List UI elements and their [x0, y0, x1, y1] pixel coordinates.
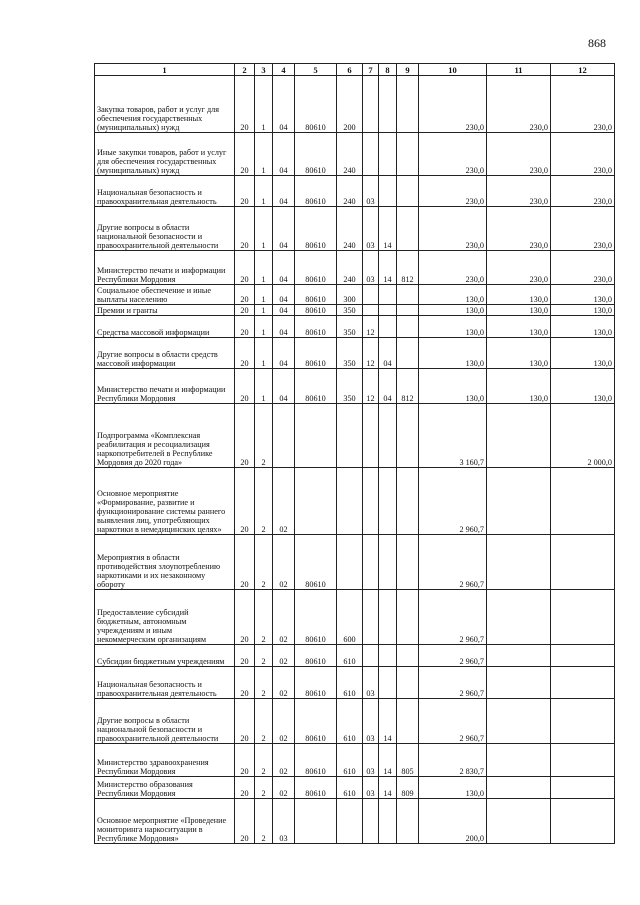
code-cell-9: 812 [397, 369, 419, 404]
code-cell-6: 610 [337, 744, 363, 777]
code-cell-3: 1 [255, 305, 273, 316]
code-cell-8: 14 [379, 207, 397, 251]
code-cell-4: 04 [273, 369, 295, 404]
code-cell-8: 14 [379, 699, 397, 744]
amount-cell-11: 230,0 [487, 133, 551, 176]
amount-cell-10: 2 960,7 [419, 468, 487, 535]
code-cell-7 [363, 590, 379, 645]
code-cell-6: 240 [337, 133, 363, 176]
row-label: Мероприятия в области противодействия злоупотреблению наркотиками и их незаконному обороту [95, 535, 235, 590]
code-cell-9: 809 [397, 777, 419, 799]
code-cell-6: 240 [337, 251, 363, 285]
code-cell-2: 20 [235, 176, 255, 207]
amount-cell-12: 130,0 [551, 305, 615, 316]
code-cell-4: 04 [273, 176, 295, 207]
code-cell-9 [397, 535, 419, 590]
row-label: Средства массовой информации [95, 316, 235, 338]
code-cell-8 [379, 285, 397, 305]
code-cell-7: 12 [363, 316, 379, 338]
code-cell-5: 80610 [295, 535, 337, 590]
code-cell-9 [397, 667, 419, 699]
table-row [95, 799, 615, 844]
amount-cell-11: 130,0 [487, 316, 551, 338]
code-cell-5: 80610 [295, 338, 337, 369]
code-cell-8 [379, 799, 397, 844]
code-cell-2: 20 [235, 305, 255, 316]
row-label: Социальное обеспечение и иные выплаты населению [95, 285, 235, 305]
code-cell-5: 80610 [295, 133, 337, 176]
code-cell-9 [397, 133, 419, 176]
code-cell-6 [337, 799, 363, 844]
code-cell-5: 80610 [295, 369, 337, 404]
code-cell-8: 14 [379, 777, 397, 799]
row-label: Субсидии бюджетным учреждениям [95, 645, 235, 667]
code-cell-6: 600 [337, 590, 363, 645]
code-cell-2: 20 [235, 76, 255, 133]
code-cell-2: 20 [235, 338, 255, 369]
code-cell-2: 20 [235, 133, 255, 176]
amount-cell-12: 130,0 [551, 338, 615, 369]
column-header-3: 3 [255, 64, 273, 76]
code-cell-6: 350 [337, 305, 363, 316]
code-cell-3: 2 [255, 699, 273, 744]
code-cell-5: 80610 [295, 251, 337, 285]
code-cell-3: 1 [255, 285, 273, 305]
code-cell-7: 03 [363, 176, 379, 207]
code-cell-6: 240 [337, 207, 363, 251]
amount-cell-12: 130,0 [551, 316, 615, 338]
table-row [95, 699, 615, 744]
code-cell-3: 1 [255, 251, 273, 285]
code-cell-8 [379, 667, 397, 699]
code-cell-5: 80610 [295, 316, 337, 338]
code-cell-4: 04 [273, 338, 295, 369]
row-label: Подпрограмма «Комплексная реабилитация и ресоциализация наркопотребителей в Республике Мордовия до 2020 года» [95, 404, 235, 468]
code-cell-2: 20 [235, 699, 255, 744]
code-cell-7: 03 [363, 251, 379, 285]
amount-cell-11: 230,0 [487, 176, 551, 207]
code-cell-4: 04 [273, 305, 295, 316]
code-cell-3: 1 [255, 133, 273, 176]
amount-cell-11: 130,0 [487, 305, 551, 316]
code-cell-6: 610 [337, 699, 363, 744]
table-row [95, 133, 615, 176]
code-cell-8: 14 [379, 744, 397, 777]
row-label: Другие вопросы в области национальной безопасности и правоохранительной деятельности [95, 699, 235, 744]
code-cell-3: 2 [255, 777, 273, 799]
code-cell-2: 20 [235, 251, 255, 285]
code-cell-5 [295, 404, 337, 468]
code-cell-2: 20 [235, 590, 255, 645]
table-row [95, 744, 615, 777]
row-label: Министерство печати и информации Республики Мордовия [95, 251, 235, 285]
code-cell-4: 03 [273, 799, 295, 844]
row-label: Иные закупки товаров, работ и услуг для обеспечения государственных (муниципальных) нужд [95, 133, 235, 176]
code-cell-8 [379, 468, 397, 535]
code-cell-8 [379, 590, 397, 645]
amount-cell-10: 2 830,7 [419, 744, 487, 777]
code-cell-5: 80610 [295, 777, 337, 799]
code-cell-9 [397, 176, 419, 207]
code-cell-9 [397, 76, 419, 133]
column-header-10: 10 [419, 64, 487, 76]
amount-cell-11: 130,0 [487, 338, 551, 369]
table-row [95, 207, 615, 251]
code-cell-4: 02 [273, 645, 295, 667]
code-cell-3: 1 [255, 207, 273, 251]
code-cell-6: 300 [337, 285, 363, 305]
code-cell-7 [363, 468, 379, 535]
code-cell-7 [363, 799, 379, 844]
code-cell-4: 02 [273, 744, 295, 777]
amount-cell-12: 230,0 [551, 176, 615, 207]
code-cell-6: 350 [337, 338, 363, 369]
row-label: Национальная безопасность и правоохранительная деятельность [95, 176, 235, 207]
code-cell-7: 12 [363, 338, 379, 369]
code-cell-3: 2 [255, 744, 273, 777]
code-cell-4: 04 [273, 285, 295, 305]
amount-cell-11 [487, 744, 551, 777]
table-row [95, 369, 615, 404]
row-label: Основное мероприятие «Формирование, развитие и функционирование системы раннего выявления лиц, употребляющих наркотики в немедицинских целях» [95, 468, 235, 535]
code-cell-9 [397, 207, 419, 251]
code-cell-6 [337, 468, 363, 535]
code-cell-7 [363, 645, 379, 667]
column-header-9: 9 [397, 64, 419, 76]
table-row [95, 590, 615, 645]
code-cell-6: 200 [337, 76, 363, 133]
code-cell-3: 1 [255, 338, 273, 369]
amount-cell-10: 130,0 [419, 285, 487, 305]
code-cell-5: 80610 [295, 667, 337, 699]
row-label: Основное мероприятие «Проведение мониторинга наркоситуации в Республике Мордовия» [95, 799, 235, 844]
amount-cell-12: 230,0 [551, 76, 615, 133]
amount-cell-12 [551, 535, 615, 590]
code-cell-8 [379, 316, 397, 338]
code-cell-7: 03 [363, 777, 379, 799]
code-cell-8 [379, 133, 397, 176]
code-cell-4: 04 [273, 316, 295, 338]
table-header-row [95, 64, 615, 76]
table-row [95, 645, 615, 667]
code-cell-3: 2 [255, 535, 273, 590]
code-cell-9: 805 [397, 744, 419, 777]
code-cell-7: 03 [363, 699, 379, 744]
code-cell-6: 240 [337, 176, 363, 207]
code-cell-6 [337, 535, 363, 590]
row-label: Другие вопросы в области средств массовой информации [95, 338, 235, 369]
code-cell-9: 812 [397, 251, 419, 285]
code-cell-3: 1 [255, 76, 273, 133]
code-cell-6: 610 [337, 777, 363, 799]
column-header-6: 6 [337, 64, 363, 76]
amount-cell-10: 130,0 [419, 305, 487, 316]
code-cell-4: 02 [273, 590, 295, 645]
amount-cell-10: 230,0 [419, 133, 487, 176]
amount-cell-10: 2 960,7 [419, 590, 487, 645]
amount-cell-10: 230,0 [419, 76, 487, 133]
row-label: Премии и гранты [95, 305, 235, 316]
table-row [95, 305, 615, 316]
amount-cell-12 [551, 699, 615, 744]
code-cell-7 [363, 404, 379, 468]
amount-cell-11 [487, 645, 551, 667]
code-cell-8 [379, 645, 397, 667]
code-cell-3: 1 [255, 369, 273, 404]
amount-cell-12: 130,0 [551, 285, 615, 305]
amount-cell-10: 2 960,7 [419, 645, 487, 667]
column-header-11: 11 [487, 64, 551, 76]
code-cell-7: 03 [363, 667, 379, 699]
amount-cell-11: 130,0 [487, 369, 551, 404]
table-row [95, 76, 615, 133]
code-cell-4: 02 [273, 699, 295, 744]
amount-cell-10: 130,0 [419, 316, 487, 338]
code-cell-5: 80610 [295, 645, 337, 667]
code-cell-9 [397, 285, 419, 305]
code-cell-4: 02 [273, 777, 295, 799]
code-cell-3: 2 [255, 799, 273, 844]
column-header-2: 2 [235, 64, 255, 76]
code-cell-9 [397, 404, 419, 468]
code-cell-5: 80610 [295, 305, 337, 316]
code-cell-7: 12 [363, 369, 379, 404]
amount-cell-10: 230,0 [419, 207, 487, 251]
code-cell-3: 2 [255, 590, 273, 645]
code-cell-5: 80610 [295, 76, 337, 133]
row-label: Министерство печати и информации Республики Мордовия [95, 369, 235, 404]
amount-cell-10: 130,0 [419, 777, 487, 799]
amount-cell-11 [487, 799, 551, 844]
code-cell-5: 80610 [295, 285, 337, 305]
table-row [95, 338, 615, 369]
code-cell-8 [379, 404, 397, 468]
code-cell-2: 20 [235, 667, 255, 699]
row-label: Министерство образования Республики Мордовия [95, 777, 235, 799]
table-row [95, 667, 615, 699]
code-cell-9 [397, 799, 419, 844]
code-cell-6: 350 [337, 316, 363, 338]
code-cell-9 [397, 590, 419, 645]
code-cell-4: 04 [273, 133, 295, 176]
column-header-12: 12 [551, 64, 615, 76]
amount-cell-10: 200,0 [419, 799, 487, 844]
code-cell-7: 03 [363, 207, 379, 251]
code-cell-3: 2 [255, 645, 273, 667]
code-cell-3: 2 [255, 468, 273, 535]
page-number: 868 [588, 36, 606, 50]
code-cell-5: 80610 [295, 699, 337, 744]
code-cell-8: 04 [379, 369, 397, 404]
code-cell-2: 20 [235, 404, 255, 468]
code-cell-6: 610 [337, 667, 363, 699]
table-row [95, 285, 615, 305]
table-row [95, 777, 615, 799]
amount-cell-12 [551, 667, 615, 699]
code-cell-5: 80610 [295, 590, 337, 645]
column-header-7: 7 [363, 64, 379, 76]
table-row [95, 535, 615, 590]
code-cell-7 [363, 305, 379, 316]
amount-cell-11 [487, 535, 551, 590]
table-row [95, 251, 615, 285]
row-label: Другие вопросы в области национальной безопасности и правоохранительной деятельности [95, 207, 235, 251]
code-cell-2: 20 [235, 535, 255, 590]
column-header-8: 8 [379, 64, 397, 76]
amount-cell-10: 130,0 [419, 369, 487, 404]
code-cell-7: 03 [363, 744, 379, 777]
code-cell-2: 20 [235, 744, 255, 777]
code-cell-2: 20 [235, 645, 255, 667]
code-cell-3: 2 [255, 667, 273, 699]
column-header-5: 5 [295, 64, 337, 76]
amount-cell-12 [551, 777, 615, 799]
budget-table [94, 63, 615, 844]
amount-cell-11: 130,0 [487, 285, 551, 305]
amount-cell-11 [487, 667, 551, 699]
code-cell-8 [379, 76, 397, 133]
code-cell-8: 04 [379, 338, 397, 369]
code-cell-9 [397, 645, 419, 667]
code-cell-8: 14 [379, 251, 397, 285]
amount-cell-12 [551, 799, 615, 844]
row-label: Министерство здравоохранения Республики Мордовия [95, 744, 235, 777]
column-header-4: 4 [273, 64, 295, 76]
amount-cell-11 [487, 404, 551, 468]
row-label: Закупка товаров, работ и услуг для обеспечения государственных (муниципальных) нужд [95, 76, 235, 133]
amount-cell-12 [551, 645, 615, 667]
amount-cell-10: 230,0 [419, 251, 487, 285]
amount-cell-11: 230,0 [487, 207, 551, 251]
code-cell-4: 02 [273, 468, 295, 535]
code-cell-4: 04 [273, 207, 295, 251]
code-cell-5: 80610 [295, 176, 337, 207]
table-body [95, 76, 615, 844]
amount-cell-12: 230,0 [551, 133, 615, 176]
code-cell-2: 20 [235, 777, 255, 799]
code-cell-5 [295, 799, 337, 844]
code-cell-9 [397, 468, 419, 535]
code-cell-2: 20 [235, 316, 255, 338]
code-cell-6 [337, 404, 363, 468]
column-header-1: 1 [95, 64, 235, 76]
code-cell-2: 20 [235, 285, 255, 305]
amount-cell-10: 2 960,7 [419, 699, 487, 744]
amount-cell-12: 230,0 [551, 207, 615, 251]
amount-cell-11: 230,0 [487, 251, 551, 285]
amount-cell-10: 2 960,7 [419, 535, 487, 590]
code-cell-8 [379, 305, 397, 316]
code-cell-9 [397, 338, 419, 369]
code-cell-5: 80610 [295, 207, 337, 251]
amount-cell-10: 3 160,7 [419, 404, 487, 468]
table-row [95, 404, 615, 468]
code-cell-7 [363, 285, 379, 305]
amount-cell-10: 130,0 [419, 338, 487, 369]
amount-cell-10: 2 960,7 [419, 667, 487, 699]
code-cell-4: 02 [273, 667, 295, 699]
code-cell-2: 20 [235, 369, 255, 404]
code-cell-2: 20 [235, 468, 255, 535]
code-cell-2: 20 [235, 207, 255, 251]
amount-cell-12: 130,0 [551, 369, 615, 404]
code-cell-4: 04 [273, 76, 295, 133]
row-label: Национальная безопасность и правоохранительная деятельность [95, 667, 235, 699]
amount-cell-11 [487, 468, 551, 535]
code-cell-9 [397, 316, 419, 338]
amount-cell-11 [487, 590, 551, 645]
code-cell-5: 80610 [295, 744, 337, 777]
table-row [95, 176, 615, 207]
code-cell-4 [273, 404, 295, 468]
row-label: Предоставление субсидий бюджетным, автономным учреждениям и иным некоммерческим организациям [95, 590, 235, 645]
code-cell-9 [397, 305, 419, 316]
amount-cell-12 [551, 468, 615, 535]
code-cell-6: 610 [337, 645, 363, 667]
code-cell-9 [397, 699, 419, 744]
code-cell-7 [363, 76, 379, 133]
code-cell-5 [295, 468, 337, 535]
amount-cell-12 [551, 744, 615, 777]
code-cell-3: 2 [255, 404, 273, 468]
code-cell-4: 04 [273, 251, 295, 285]
table-row [95, 316, 615, 338]
amount-cell-11: 230,0 [487, 76, 551, 133]
code-cell-7 [363, 535, 379, 590]
code-cell-4: 02 [273, 535, 295, 590]
code-cell-3: 1 [255, 176, 273, 207]
code-cell-8 [379, 176, 397, 207]
amount-cell-11 [487, 777, 551, 799]
amount-cell-10: 230,0 [419, 176, 487, 207]
amount-cell-12 [551, 590, 615, 645]
code-cell-6: 350 [337, 369, 363, 404]
code-cell-2: 20 [235, 799, 255, 844]
amount-cell-11 [487, 699, 551, 744]
amount-cell-12: 2 000,0 [551, 404, 615, 468]
table-row [95, 468, 615, 535]
amount-cell-12: 230,0 [551, 251, 615, 285]
code-cell-3: 1 [255, 316, 273, 338]
code-cell-7 [363, 133, 379, 176]
code-cell-8 [379, 535, 397, 590]
